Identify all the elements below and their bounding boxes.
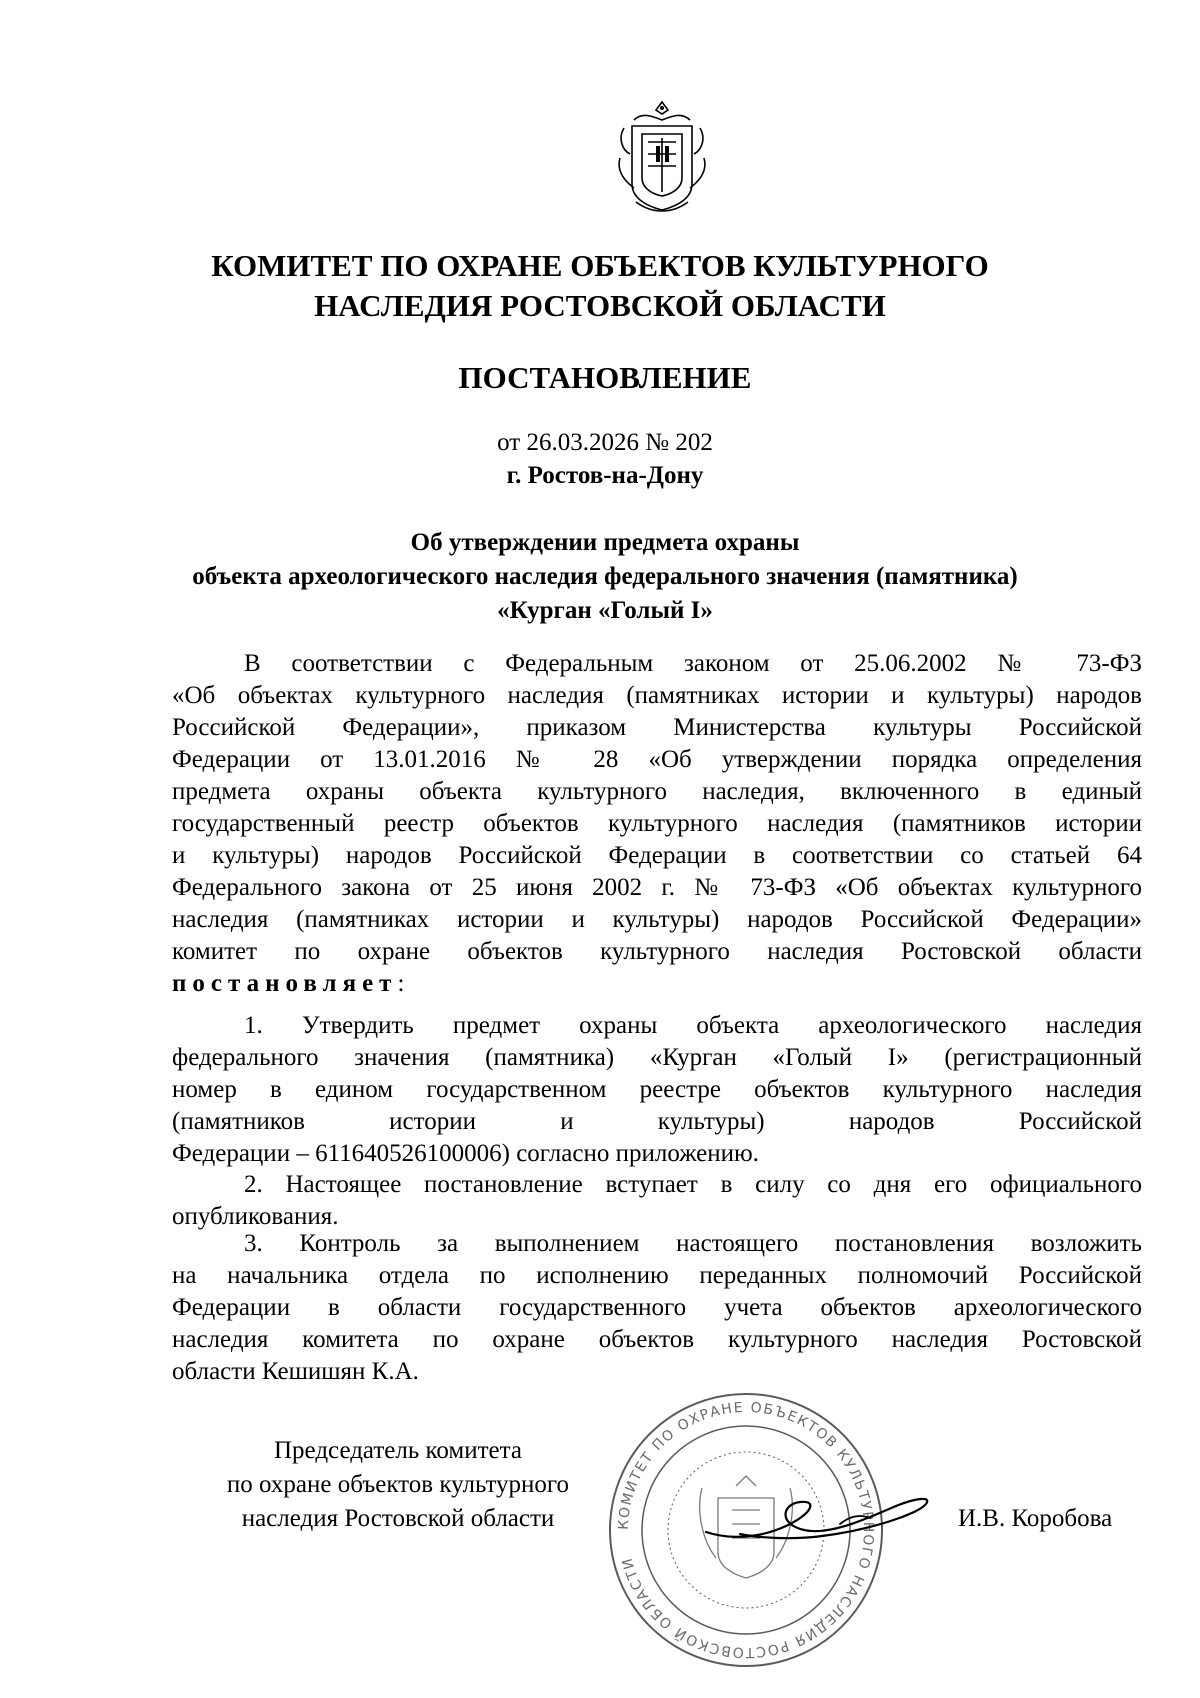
preamble-line: «Об объектах культурного наследия (памятниках истории и культуры) народов: [172, 682, 1142, 709]
point-line: на начальника отдела по исполнению переданных полномочий Российской: [172, 1262, 1142, 1289]
preamble-line: и культуры) народов Российской Федерации в соответствии со статьей 64: [172, 842, 1142, 869]
point-line: Федерации в области государственного учета объектов археологического: [172, 1294, 1142, 1321]
point-line: (памятников истории и культуры) народов Российской: [172, 1108, 1142, 1135]
point-2: [172, 1169, 1142, 1233]
preamble-line: предмета охраны объекта культурного наследия, включенного в единый: [172, 778, 1142, 805]
point-line: наследия комитета по охране объектов культурного наследия Ростовской: [172, 1326, 1142, 1353]
signatory-name: И.В. Коробова: [958, 1505, 1113, 1532]
document-subject-line1: Об утверждении предмета охраны: [410, 529, 800, 556]
point-line: федерального значения (памятника) «Курган «Голый I» (регистрационный: [172, 1044, 1142, 1071]
preamble-line: В соответствии с Федеральным законом от 25.06.2002 № 73-ФЗ: [244, 650, 1142, 677]
point-line: Федерации – 611640526100006) согласно приложению.: [172, 1140, 759, 1167]
preamble-line: Федерации от 13.01.2016 № 28 «Об утверждении порядка определения: [172, 746, 1142, 773]
signatory-position-line3: наследия Ростовской области: [241, 1505, 555, 1532]
signatory-position-line2: по охране объектов культурного: [226, 1471, 570, 1498]
document-subject-line2: объекта археологического наследия федерального значения (памятника): [192, 563, 1018, 590]
signatory-position-line1: Председатель комитета: [274, 1437, 522, 1464]
point-line: 2. Настоящее постановление вступает в силу со дня его официального: [244, 1171, 1142, 1198]
preamble-line: комитет по охране объектов культурного наследия Ростовской области: [172, 938, 1142, 965]
point-line: области Кешишян К.А.: [172, 1358, 419, 1385]
preamble-paragraph: [172, 648, 1142, 1000]
document-date-number: от 26.03.2026 № 202: [497, 429, 713, 456]
preamble-line: государственный реестр объектов культурного наследия (памятников истории: [172, 810, 1142, 837]
resolves-word: постановляет: [172, 970, 398, 997]
resolves-line: [172, 968, 1142, 1000]
preamble-line: наследия (памятниках истории и культуры) народов Российской Федерации»: [172, 906, 1142, 933]
point-line: номер в едином государственном реестре объектов культурного наследия: [172, 1076, 1142, 1103]
document-subject-line3: «Курган «Голый I»: [497, 597, 713, 624]
organization-name-line2: НАСЛЕДИЯ РОСТОВСКОЙ ОБЛАСТИ: [314, 288, 886, 323]
point-line: 1. Утвердить предмет охраны объекта археологического наследия: [244, 1012, 1142, 1039]
point-3: [172, 1228, 1142, 1388]
preamble-line: Федерального закона от 25 июня 2002 г. № 73-ФЗ «Об объектах культурного: [172, 874, 1142, 901]
document-type: ПОСТАНОВЛЕНИЕ: [458, 360, 752, 395]
organization-name-line1: КОМИТЕТ ПО ОХРАНЕ ОБЪЕКТОВ КУЛЬТУРНОГО: [211, 248, 989, 283]
seal-text: КОМИТЕТ ПО ОХРАНЕ ОБЪЕКТОВ КУЛЬТУРНОГО НАСЛЕДИЯ РОСТОВСКОЙ ОБЛАСТИ: [615, 1399, 877, 1661]
resolves-colon: :: [397, 970, 405, 997]
coat-of-arms-icon: [612, 98, 712, 216]
handwritten-signature-icon: [700, 1480, 940, 1550]
point-line: 3. Контроль за выполнением настоящего постановления возложить: [244, 1230, 1142, 1257]
document-city: г. Ростов-на-Дону: [506, 462, 704, 489]
preamble-line: Российской Федерации», приказом Министерства культуры Российской: [172, 714, 1142, 741]
point-line: опубликования.: [172, 1203, 339, 1230]
point-1: [172, 1010, 1142, 1170]
